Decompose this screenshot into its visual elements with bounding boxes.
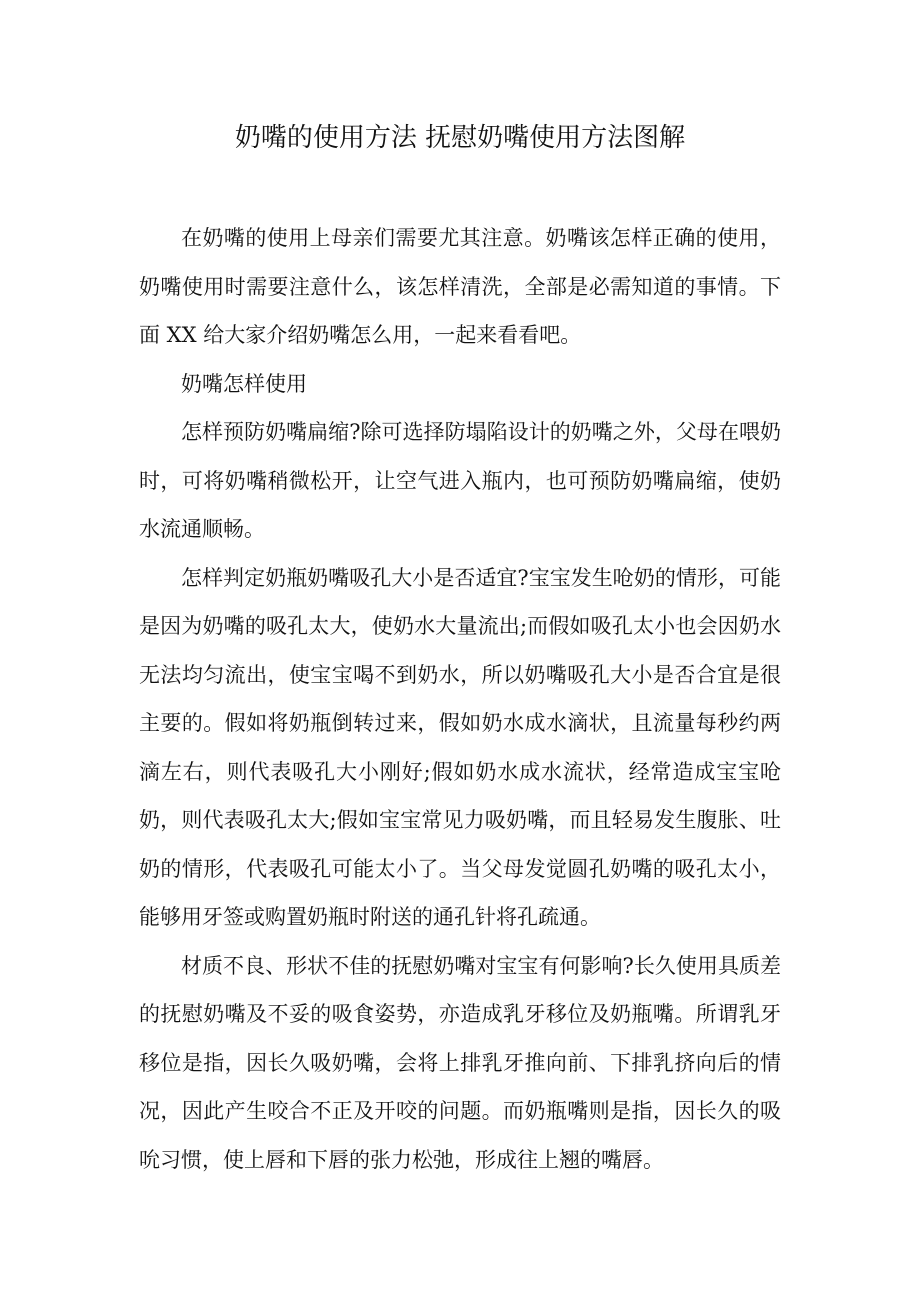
document-title: 奶嘴的使用方法 抚慰奶嘴使用方法图解 <box>234 123 686 153</box>
paragraph-pacifier-effects: 材质不良、形状不佳的抚慰奶嘴对宝宝有何影响?长久使用具质差的抚慰奶嘴及不妥的吸食姿势，亦造成乳牙移位及奶瓶嘴。所谓乳牙移位是指，因长久吸奶嘴，会将上排乳牙推向前、下排乳挤向后的情况，因此产生咬合不正及开咬的问题。而奶瓶嘴则是指，因长久的吸吮习惯，使上唇和下唇的张力松弛，形成往上翘的嘴唇。 <box>139 953 781 1172</box>
paragraph-prevent-collapse: 怎样预防奶嘴扁缩?除可选择防塌陷设计的奶嘴之外，父母在喂奶时，可将奶嘴稍微松开，让空气进入瓶内，也可预防奶嘴扁缩，使奶水流通顺畅。 <box>139 420 781 541</box>
section-heading-usage: 奶嘴怎样使用 <box>181 371 307 396</box>
document-body <box>139 214 781 1184</box>
paragraph-intro: 在奶嘴的使用上母亲们需要尤其注意。奶嘴该怎样正确的使用，奶嘴使用时需要注意什么，该怎样清洗，全部是必需知道的事情。下面 XX 给大家介绍奶嘴怎么用，一起来看看吧。 <box>139 226 781 347</box>
paragraph-hole-size: 怎样判定奶瓶奶嘴吸孔大小是否适宜?宝宝发生呛奶的情形，可能是因为奶嘴的吸孔太大，使奶水大量流出;而假如吸孔太小也会因奶水无法均匀流出，使宝宝喝不到奶水，所以奶嘴吸孔大小是否合宜是很主要的。假如将奶瓶倒转过来，假如奶水成水滴状，且流量每秒约两滴左右，则代表吸孔大小刚好;假如奶水成水流状，经常造成宝宝呛奶，则代表吸孔太大;假如宝宝常见力吸奶嘴，而且轻易发生腹胀、吐奶的情形，代表吸孔可能太小了。当父母发觉圆孔奶嘴的吸孔太小，能够用牙签或购置奶瓶时附送的通孔针将孔疏通。 <box>139 565 781 929</box>
